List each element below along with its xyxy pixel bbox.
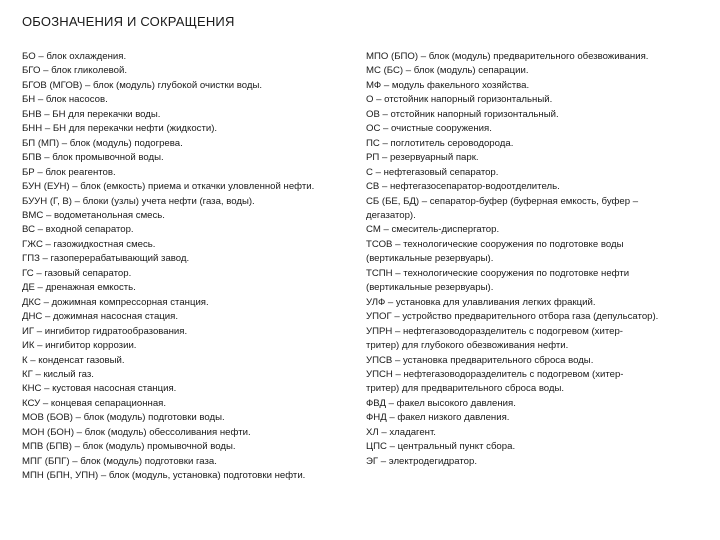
abbreviation-entry: ДКС – дожимная компрессорная станция. [22,296,209,308]
abbreviation-entry: ЭГ – электродегидратор. [366,455,478,467]
abbreviation-entry: КСУ – концевая сепарационная. [22,397,167,409]
abbreviation-entry: БНН – БН для перекачки нефти (жидкости). [22,123,218,135]
abbreviation-entry: УПРН – нефтегазоводоразделитель с подогревом (хитер- [366,325,623,337]
abbreviation-entry: ЦПС – центральный пункт сбора. [366,441,516,453]
page-title: ОБОЗНАЧЕНИЯ И СОКРАЩЕНИЯ [22,14,235,29]
abbreviation-entry: ВС – входной сепаратор. [22,224,134,236]
abbreviation-entry: ТСОВ – технологические сооружения по подготовке воды [366,238,624,250]
abbreviation-entry: К – конденсат газовый. [22,354,125,366]
abbreviation-entry: СМ – смеситель-диспергатор. [366,224,500,236]
abbreviation-entry: ПС – поглотитель сероводорода. [366,137,514,149]
abbreviation-entry: (вертикальные резервуары). [366,253,494,265]
abbreviation-entry: ИГ – ингибитор гидратообразования. [22,325,188,337]
abbreviation-entry: О – отстойник напорный горизонтальный. [366,94,553,106]
abbreviation-entry: (вертикальные резервуары). [366,282,494,294]
abbreviation-entry: УПСН – нефтегазоводоразделитель с подогревом (хитер- [366,368,624,380]
abbreviation-entry: БУУН (Г, В) – блоки (узлы) учета нефти (газа, воды). [22,195,255,207]
abbreviation-entry: тритер) для глубокого обезвоживания нефти. [366,340,569,352]
abbreviation-entry: ФНД – факел низкого давления. [366,412,510,424]
abbreviation-entry: БГО – блок гликолевой. [22,65,128,77]
abbreviation-entry: МС (БС) – блок (модуль) сепарации. [366,65,529,77]
abbreviation-entry: РП – резервуарный парк. [366,152,479,164]
abbreviation-entry: тритер) для предварительного сброса воды. [366,383,565,395]
abbreviation-entry: ГС – газовый сепаратор. [22,267,132,279]
abbreviation-entry: ДЕ – дренажная емкость. [22,282,136,294]
abbreviation-entry: БН – блок насосов. [22,94,108,106]
abbreviation-entry: БО – блок охлаждения. [22,51,127,62]
abbreviation-entry: КГ – кислый газ. [22,368,94,380]
abbreviation-entry: ОС – очистные сооружения. [366,123,492,135]
abbreviation-entry: МОН (БОН) – блок (модуль) обессоливания нефти. [22,426,251,438]
abbreviation-entry: МОВ (БОВ) – блок (модуль) подготовки воды. [22,412,225,424]
abbreviation-entry: МПГ (БПГ) – блок (модуль) подготовки газа. [22,455,217,467]
abbreviation-entry: БНВ – БН для перекачки воды. [22,108,161,120]
abbreviation-entry: БР – блок реагентов. [22,166,116,178]
abbreviation-entry: ФВД – факел высокого давления. [366,397,516,409]
abbreviation-entry: ОВ – отстойник напорный горизонтальный. [366,108,559,120]
abbreviation-entry: МПВ (БПВ) – блок (модуль) промывочной воды. [22,441,236,453]
abbreviation-entry: БП (МП) – блок (модуль) подогрева. [22,137,183,149]
abbreviation-entry: МПН (БПН, УПН) – блок (модуль, установка) подготовки нефти. [22,470,306,482]
abbreviation-entry: МФ – модуль факельного хозяйства. [366,79,530,91]
abbreviation-entry: МПО (БПО) – блок (модуль) предварительного обезвоживания. [366,51,649,62]
abbreviation-entry: КНС – кустовая насосная станция. [22,383,177,395]
abbreviation-entry: СВ – нефтегазосепаратор-водоотделитель. [366,181,560,193]
abbreviation-entry: БПВ – блок промывочной воды. [22,152,164,164]
abbreviation-entry: С – нефтегазовый сепаратор. [366,166,499,178]
abbreviation-entry: БУН (ЕУН) – блок (емкость) приема и откачки уловленной нефти. [22,181,315,193]
abbreviation-list-left [22,50,364,484]
abbreviation-entry: УПСВ – установка предварительного сброса воды. [366,354,594,366]
abbreviation-entry: ДНС – дожимная насосная стация. [22,311,179,323]
abbreviation-entry: ВМС – водометанольная смесь. [22,209,165,221]
abbreviation-entry: УЛФ – установка для улавливания легких фракций. [366,296,596,308]
abbreviation-entry: СБ (БЕ, БД) – сепаратор-буфер (буферная емкость, буфер – [366,195,639,207]
abbreviation-entry: УПОГ – устройство предварительного отбора газа (депульсатор). [366,311,659,323]
abbreviation-entry: дегазатор). [366,209,416,221]
abbreviation-entry: ГПЗ – газоперерабатывающий завод. [22,253,190,265]
abbreviation-entry: ХЛ – хладагент. [366,426,436,438]
abbreviation-list-right [366,50,702,469]
abbreviation-entry: ИК – ингибитор коррозии. [22,340,137,352]
abbreviation-entry: БГОВ (МГОВ) – блок (модуль) глубокой очистки воды. [22,79,263,91]
abbreviation-entry: ГЖС – газожидкостная смесь. [22,238,156,250]
abbreviation-entry: ТСПН – технологические сооружения по подготовке нефти [366,267,630,279]
